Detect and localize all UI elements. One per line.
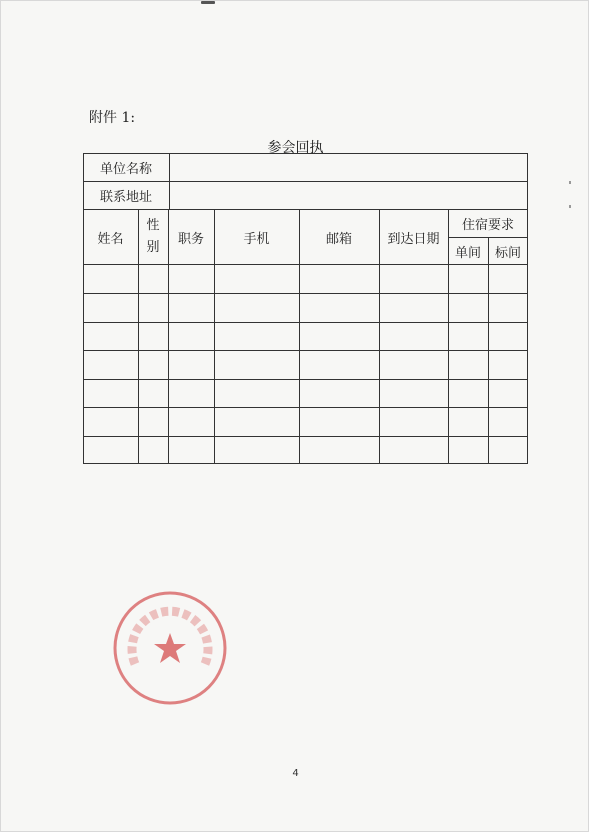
- table-cell[interactable]: [83, 293, 138, 321]
- table-cell[interactable]: [299, 436, 379, 464]
- table-cell[interactable]: [168, 350, 214, 378]
- address-field[interactable]: [170, 181, 528, 209]
- header-phone: 手机: [243, 231, 270, 247]
- header-standard-room: 标间: [494, 245, 521, 261]
- table-cell[interactable]: [488, 436, 528, 464]
- table-cell[interactable]: [448, 407, 488, 435]
- table-cell[interactable]: [168, 293, 214, 321]
- table-cell[interactable]: [299, 407, 379, 435]
- form-title: 参会回执: [267, 140, 324, 156]
- table-cell[interactable]: [448, 293, 488, 321]
- header-gender: [138, 209, 168, 265]
- table-cell[interactable]: [379, 293, 448, 321]
- scan-artifact: [201, 1, 215, 4]
- header-name: 姓名: [97, 231, 124, 247]
- header-gender-top: 性: [146, 218, 160, 233]
- table-cell[interactable]: [299, 379, 379, 407]
- table-cell[interactable]: [138, 379, 168, 407]
- header-single-room: 单间: [454, 245, 481, 261]
- table-cell[interactable]: [138, 436, 168, 464]
- table-cell[interactable]: [448, 322, 488, 350]
- table-cell[interactable]: [379, 379, 448, 407]
- table-cell[interactable]: [83, 407, 138, 435]
- table-cell[interactable]: [214, 407, 299, 435]
- table-cell[interactable]: [83, 436, 138, 464]
- table-cell[interactable]: [488, 350, 528, 378]
- table-cell[interactable]: [168, 322, 214, 350]
- table-cell[interactable]: [299, 265, 379, 293]
- table-cell[interactable]: [214, 350, 299, 378]
- table-cell[interactable]: [138, 293, 168, 321]
- address-label: 联系地址: [99, 189, 152, 205]
- table-cell[interactable]: [488, 265, 528, 293]
- header-position: 职务: [177, 231, 204, 247]
- header-accommodation: 住宿要求: [461, 217, 514, 233]
- table-cell[interactable]: [214, 265, 299, 293]
- official-seal-icon: [111, 589, 229, 707]
- page-number: 4: [292, 768, 299, 779]
- table-cell[interactable]: [488, 407, 528, 435]
- attachment-label: 附件 1:: [89, 110, 136, 126]
- table-cell[interactable]: [168, 407, 214, 435]
- table-cell[interactable]: [214, 322, 299, 350]
- table-cell[interactable]: [138, 322, 168, 350]
- table-cell[interactable]: [83, 265, 138, 293]
- table-cell[interactable]: [379, 436, 448, 464]
- table-cell[interactable]: [299, 293, 379, 321]
- table-cell[interactable]: [83, 322, 138, 350]
- header-arrival-date: 到达日期: [387, 231, 440, 247]
- header-gender-bottom: 别: [146, 240, 160, 255]
- table-cell[interactable]: [448, 265, 488, 293]
- table-cell[interactable]: [488, 379, 528, 407]
- table-cell[interactable]: [379, 265, 448, 293]
- table-cell[interactable]: [448, 436, 488, 464]
- table-cell[interactable]: [168, 379, 214, 407]
- table-cell[interactable]: [379, 350, 448, 378]
- table-cell[interactable]: [379, 322, 448, 350]
- table-cell[interactable]: [214, 379, 299, 407]
- table-cell[interactable]: [299, 350, 379, 378]
- table-cell[interactable]: [299, 322, 379, 350]
- registration-form-table: [83, 153, 528, 464]
- table-cell[interactable]: [379, 407, 448, 435]
- table-cell[interactable]: [83, 350, 138, 378]
- table-cell[interactable]: [488, 293, 528, 321]
- unit-name-field[interactable]: [170, 153, 528, 181]
- table-cell[interactable]: [168, 436, 214, 464]
- table-cell[interactable]: [138, 350, 168, 378]
- table-cell[interactable]: [214, 436, 299, 464]
- scan-speck: [569, 181, 571, 184]
- table-cell[interactable]: [448, 379, 488, 407]
- table-cell[interactable]: [448, 350, 488, 378]
- table-cell[interactable]: [83, 379, 138, 407]
- table-cell[interactable]: [488, 322, 528, 350]
- table-cell[interactable]: [138, 265, 168, 293]
- header-email: 邮箱: [325, 231, 352, 247]
- scan-speck: [569, 205, 571, 208]
- table-cell[interactable]: [214, 293, 299, 321]
- table-cell[interactable]: [168, 265, 214, 293]
- table-cell[interactable]: [138, 407, 168, 435]
- unit-name-label: 单位名称: [99, 161, 152, 177]
